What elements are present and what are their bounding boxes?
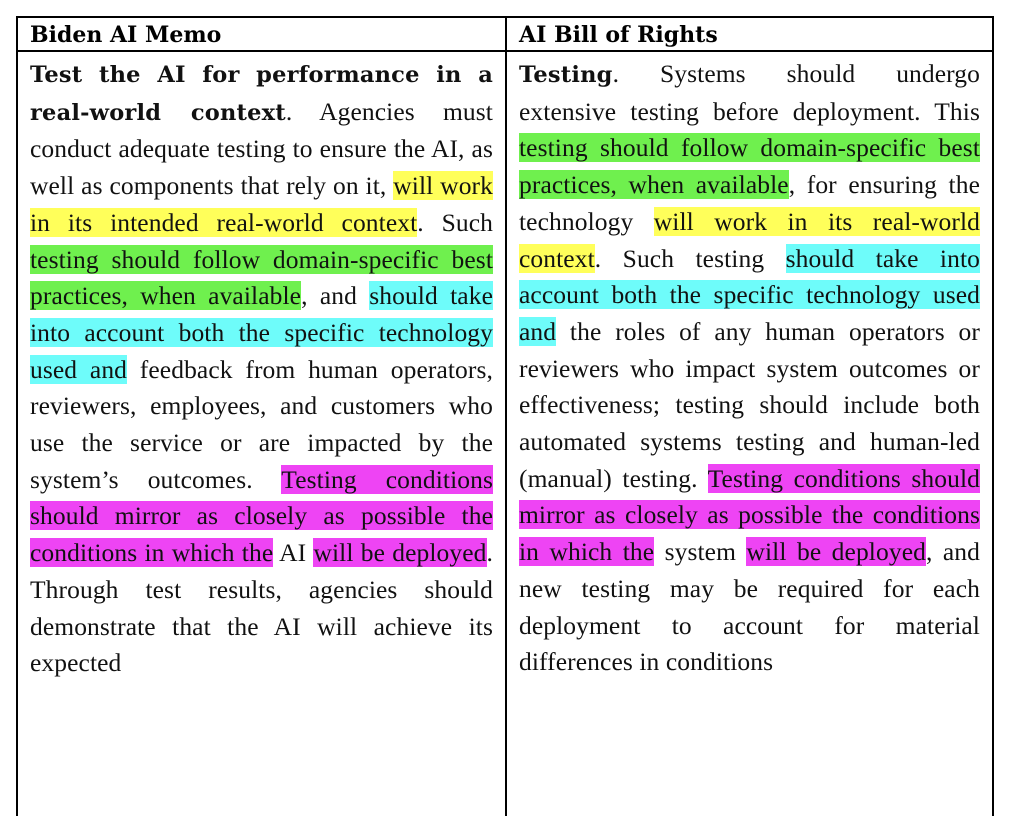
bill-of-rights-header: AI Bill of Rights [507, 18, 992, 52]
text-segment: feedback from human operators, reviewers, employees, and customers who use the service or are impacted by the system’s outcomes. [30, 354, 493, 494]
text-segment: . Such [417, 207, 493, 237]
text-segment: . Systems should undergo extensive testing before deployment. This [519, 59, 980, 126]
biden-memo-header: Biden AI Memo [18, 18, 505, 52]
text-segment: system [654, 537, 747, 567]
highlight-magenta: will be deployed [746, 537, 926, 567]
biden-memo-body [30, 97, 493, 678]
highlight-yellow: will work in its real-world context [519, 206, 980, 273]
highlight-cyan: should take into account both the specific technology used and [519, 243, 981, 346]
bill-of-rights-cell [507, 52, 992, 681]
text-segment: the roles of any human operators or reviewers who impact system outcomes or effectiveness; testing should include both automated systems testing and human-led (manual) testing. [519, 316, 980, 493]
highlight-green: testing should follow domain-specific best practices, when available [519, 133, 980, 200]
text-segment: . Agencies must conduct adequate testing to ensure the AI, as well as components that rely on it, [30, 96, 493, 201]
text-segment: , and new testing may be required for each deployment to account for material differences in conditions [519, 537, 980, 677]
biden-memo-column [18, 18, 507, 816]
bill-of-rights-lead: Testing [519, 62, 613, 88]
highlight-yellow: will work in its intended real-world context [30, 171, 493, 237]
highlight-magenta: will be deployed [313, 538, 487, 568]
text-segment: , for ensuring the technology [519, 170, 980, 236]
text-segment: AI [273, 538, 314, 568]
text-segment: . Through test results, agencies should demonstrate that the AI will achieve its expected [30, 538, 493, 678]
highlight-green: testing should follow domain-specific best practices, when available [30, 244, 493, 311]
highlight-magenta: Testing conditions should mirror as closely as possible the conditions in which the [30, 464, 493, 568]
biden-memo-cell [18, 52, 505, 682]
highlight-magenta: Testing conditions should mirror as closely as possible the conditions in which the [519, 463, 980, 567]
highlight-cyan: should take into account both the specific technology used and [30, 281, 493, 384]
bill-of-rights-body [519, 59, 980, 676]
comparison-table [16, 16, 994, 816]
text-segment: , and [301, 281, 370, 311]
biden-memo-lead: Test the AI for performance in a real-world context [30, 62, 493, 126]
bill-of-rights-column [507, 18, 992, 816]
text-segment: . Such testing [594, 243, 786, 273]
